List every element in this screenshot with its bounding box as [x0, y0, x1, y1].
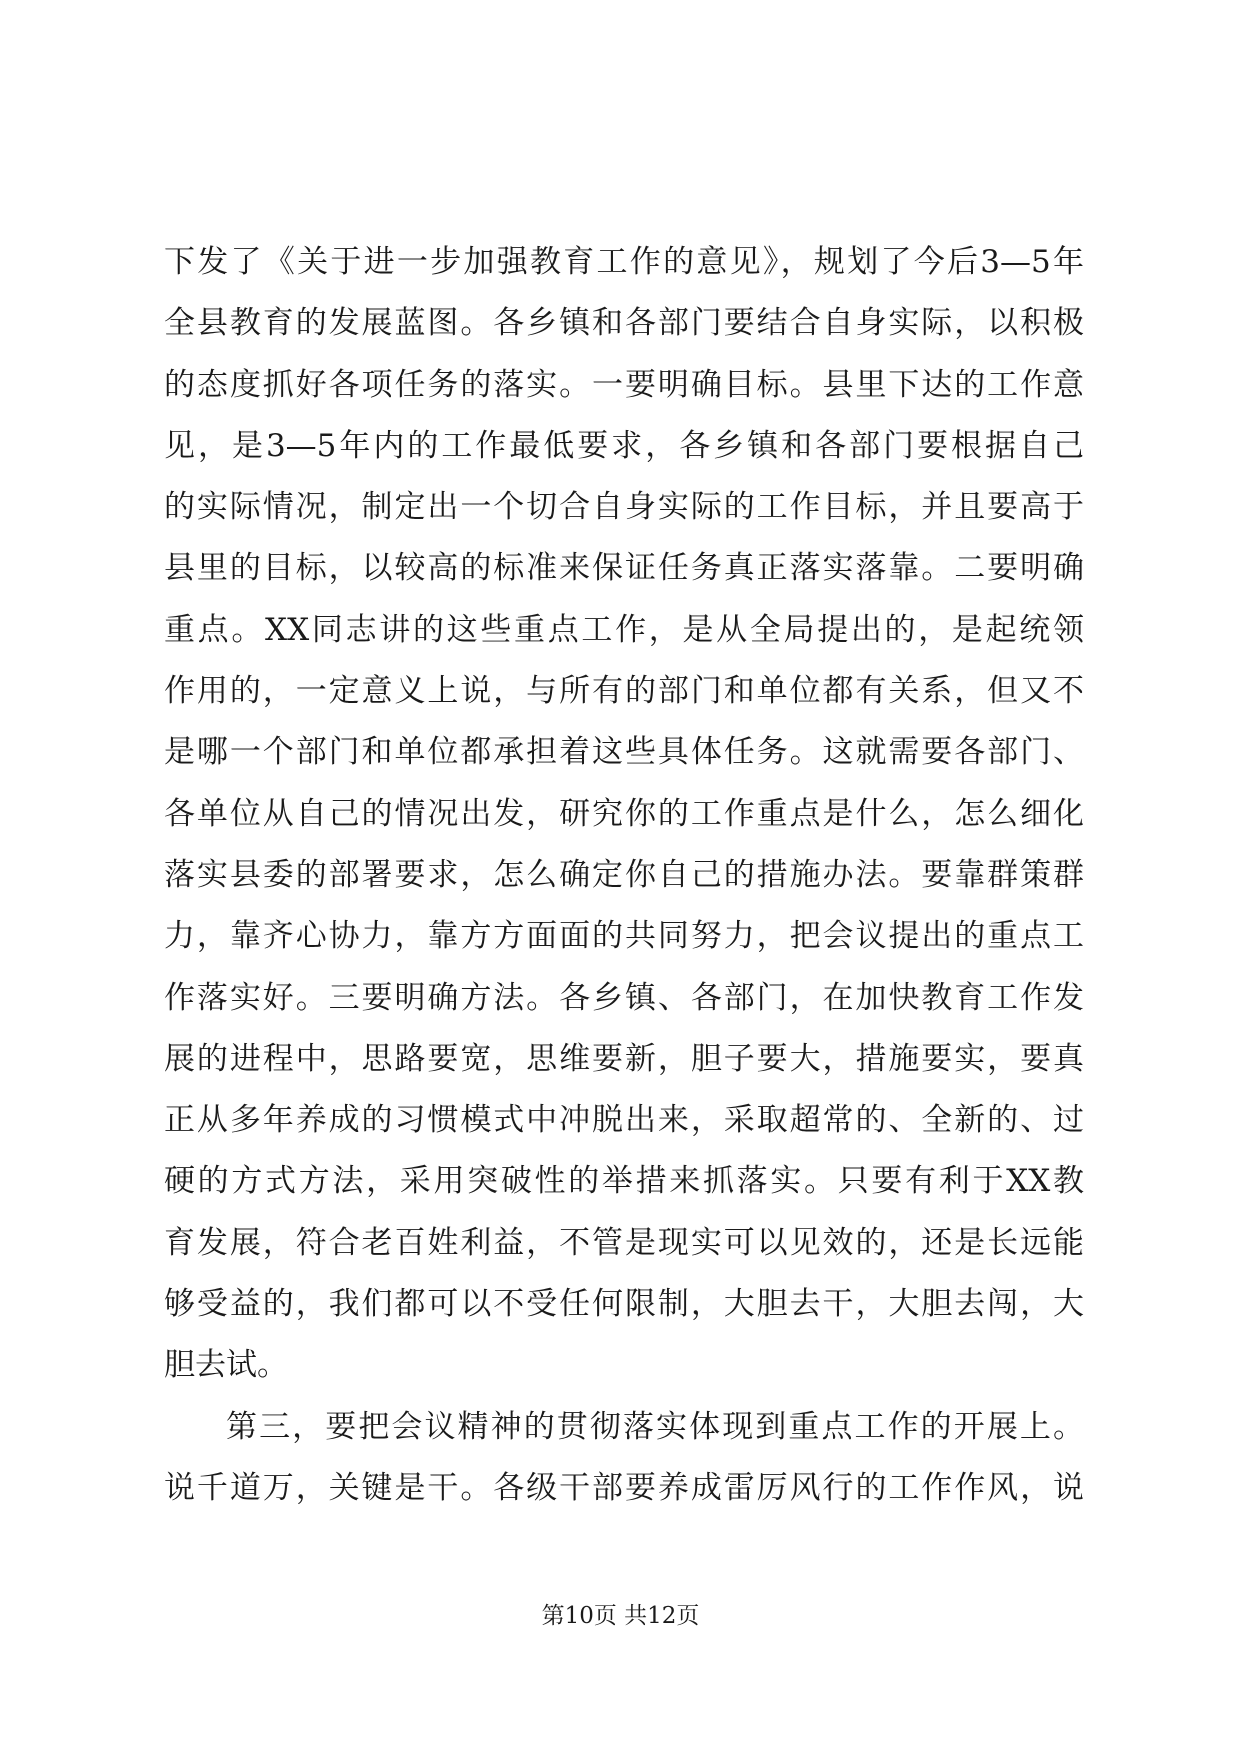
text-line: 展的进程中，思路要宽，思维要新，胆子要大，措施要实，要真 — [164, 1040, 1084, 1077]
document-body — [164, 232, 1084, 1519]
text-line: 育发展，符合老百姓利益，不管是现实可以见效的，还是长远能 — [164, 1224, 1084, 1261]
text-line: 落实县委的部署要求，怎么确定你自己的措施办法。要靠群策群 — [164, 856, 1084, 893]
text-line: 重点。XX同志讲的这些重点工作，是从全局提出的，是起统领 — [164, 611, 1084, 648]
page-number-footer: 第10页 共12页 — [541, 1603, 700, 1629]
text-line: 下发了《关于进一步加强教育工作的意见》，规划了今后3—5年 — [164, 244, 1084, 280]
text-line: 作用的，一定意义上说，与所有的部门和单位都有关系，但又不 — [164, 673, 1084, 710]
text-line: 的态度抓好各项任务的落实。一要明确目标。县里下达的工作意 — [164, 366, 1084, 403]
paragraph-end-line: 胆去试。 — [164, 1347, 288, 1384]
text-line: 硬的方式方法，采用突破性的举措来抓落实。只要有利于XX教 — [164, 1163, 1084, 1200]
text-line: 作落实好。三要明确方法。各乡镇、各部门，在加快教育工作发 — [164, 979, 1084, 1016]
text-line: 县里的目标，以较高的标准来保证任务真正落实落靠。二要明确 — [164, 550, 1084, 587]
paragraph-start-line: 第三，要把会议精神的贯彻落实体现到重点工作的开展上。 — [226, 1408, 1084, 1445]
text-line: 全县教育的发展蓝图。各乡镇和各部门要结合自身实际，以积极 — [164, 305, 1084, 342]
text-line: 说千道万，关键是干。各级干部要养成雷厉风行的工作作风，说 — [164, 1469, 1084, 1506]
text-line: 够受益的，我们都可以不受任何限制，大胆去干，大胆去闯，大 — [164, 1286, 1084, 1323]
text-line: 见，是3—5年内的工作最低要求，各乡镇和各部门要根据自己 — [164, 427, 1084, 464]
text-line: 的实际情况，制定出一个切合自身实际的工作目标，并且要高于 — [164, 489, 1084, 526]
text-line: 正从多年养成的习惯模式中冲脱出来，采取超常的、全新的、过 — [164, 1102, 1084, 1139]
text-line: 各单位从自己的情况出发，研究你的工作重点是什么，怎么细化 — [164, 795, 1084, 832]
text-line: 是哪一个部门和单位都承担着这些具体任务。这就需要各部门、 — [164, 734, 1084, 771]
text-line: 力，靠齐心协力，靠方方面面的共同努力，把会议提出的重点工 — [164, 918, 1084, 955]
